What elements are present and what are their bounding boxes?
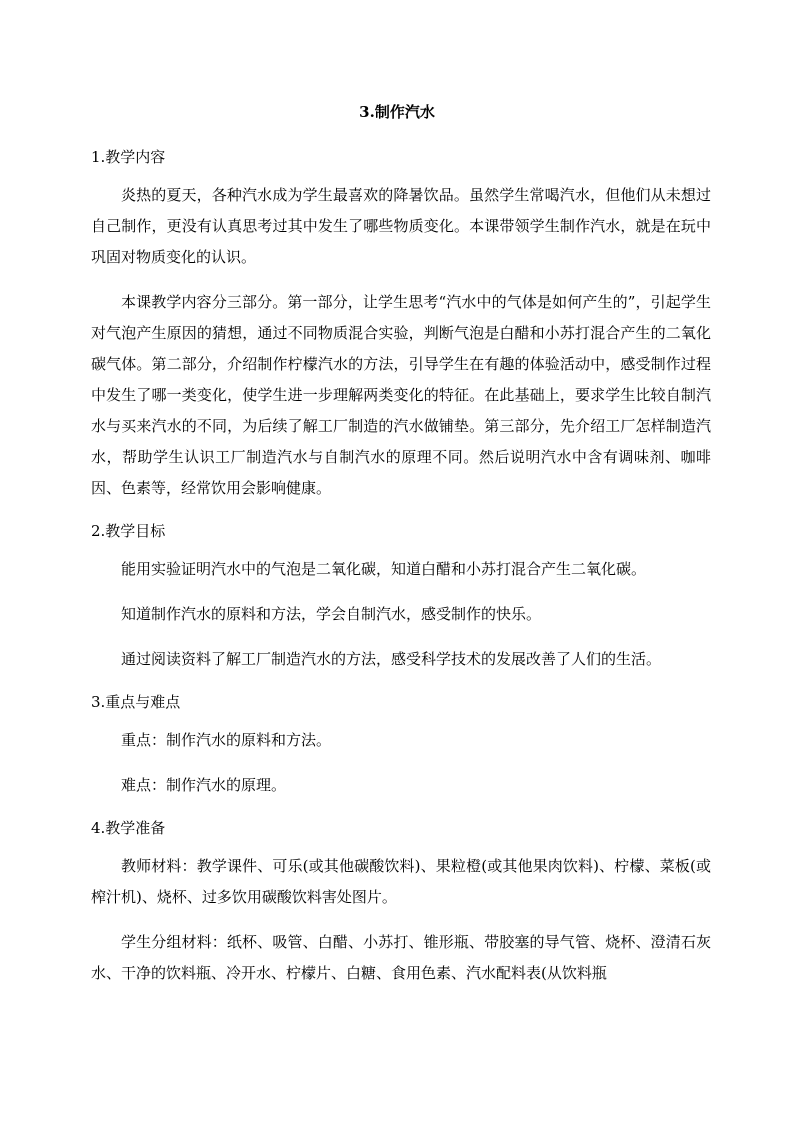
paragraph: 学生分组材料：纸杯、吸管、白醋、小苏打、锥形瓶、带胶塞的导气管、烧杯、澄清石灰水、干净的饮料瓶、冷开水、柠檬片、白糖、食用色素、汽水配料表(从饮料瓶 (91, 933, 711, 982)
paragraph: 本课教学内容分三部分。第一部分，让学生思考“汽水中的气体是如何产生的”，引起学生对气泡产生原因的猜想，通过不同物质混合实验，判断气泡是白醋和小苏打混合产生的二氧化碳气体。第二部分，介绍制作柠檬汽水的方法，引导学生在有趣的体验活动中，感受制作过程中发生了哪一类变化，使学生进一步理解两类变化的特征。在此基础上，要求学生比较自制汽水与买来汽水的不同，为后续了解工厂制造的汽水做铺垫。第三部分，先介绍工厂怎样制造汽水，帮助学生认识工厂制造汽水与自制汽水的原理不同。然后说明汽水中含有调味剂、咖啡因、色素等，经常饮用会影响健康。 (91, 293, 711, 497)
paragraph: 知道制作汽水的原料和方法，学会自制汽水，感受制作的快乐。 (121, 605, 542, 623)
paragraph: 教师材料：教学课件、可乐(或其他碳酸饮料)、果粒橙(或其他果肉饮料)、柠檬、菜板(或榨汁机)、烧杯、过多饮用碳酸饮料害处图片。 (91, 857, 711, 906)
paragraph: 重点：制作汽水的原料和方法。 (121, 731, 332, 749)
section-heading-key-points: 3.重点与难点 (91, 693, 181, 711)
section-heading-teaching-goals: 2.教学目标 (91, 522, 166, 540)
paragraph: 通过阅读资料了解工厂制造汽水的方法，感受科学技术的发展改善了人们的生活。 (121, 650, 662, 668)
section-heading-preparation: 4.教学准备 (91, 819, 166, 837)
page-title: 3.制作汽水 (359, 103, 435, 121)
paragraph: 能用实验证明汽水中的气泡是二氧化碳，知道白醋和小苏打混合产生二氧化碳。 (121, 560, 647, 578)
document-body (91, 142, 711, 989)
paragraph: 难点：制作汽水的原理。 (121, 776, 287, 794)
section-heading-teaching-content: 1.教学内容 (91, 148, 166, 166)
paragraph: 炎热的夏天，各种汽水成为学生最喜欢的降暑饮品。虽然学生常喝汽水，但他们从未想过自己制作，更没有认真思考过其中发生了哪些物质变化。本课带领学生制作汽水，就是在玩中巩固对物质变化的认识。 (91, 186, 711, 266)
